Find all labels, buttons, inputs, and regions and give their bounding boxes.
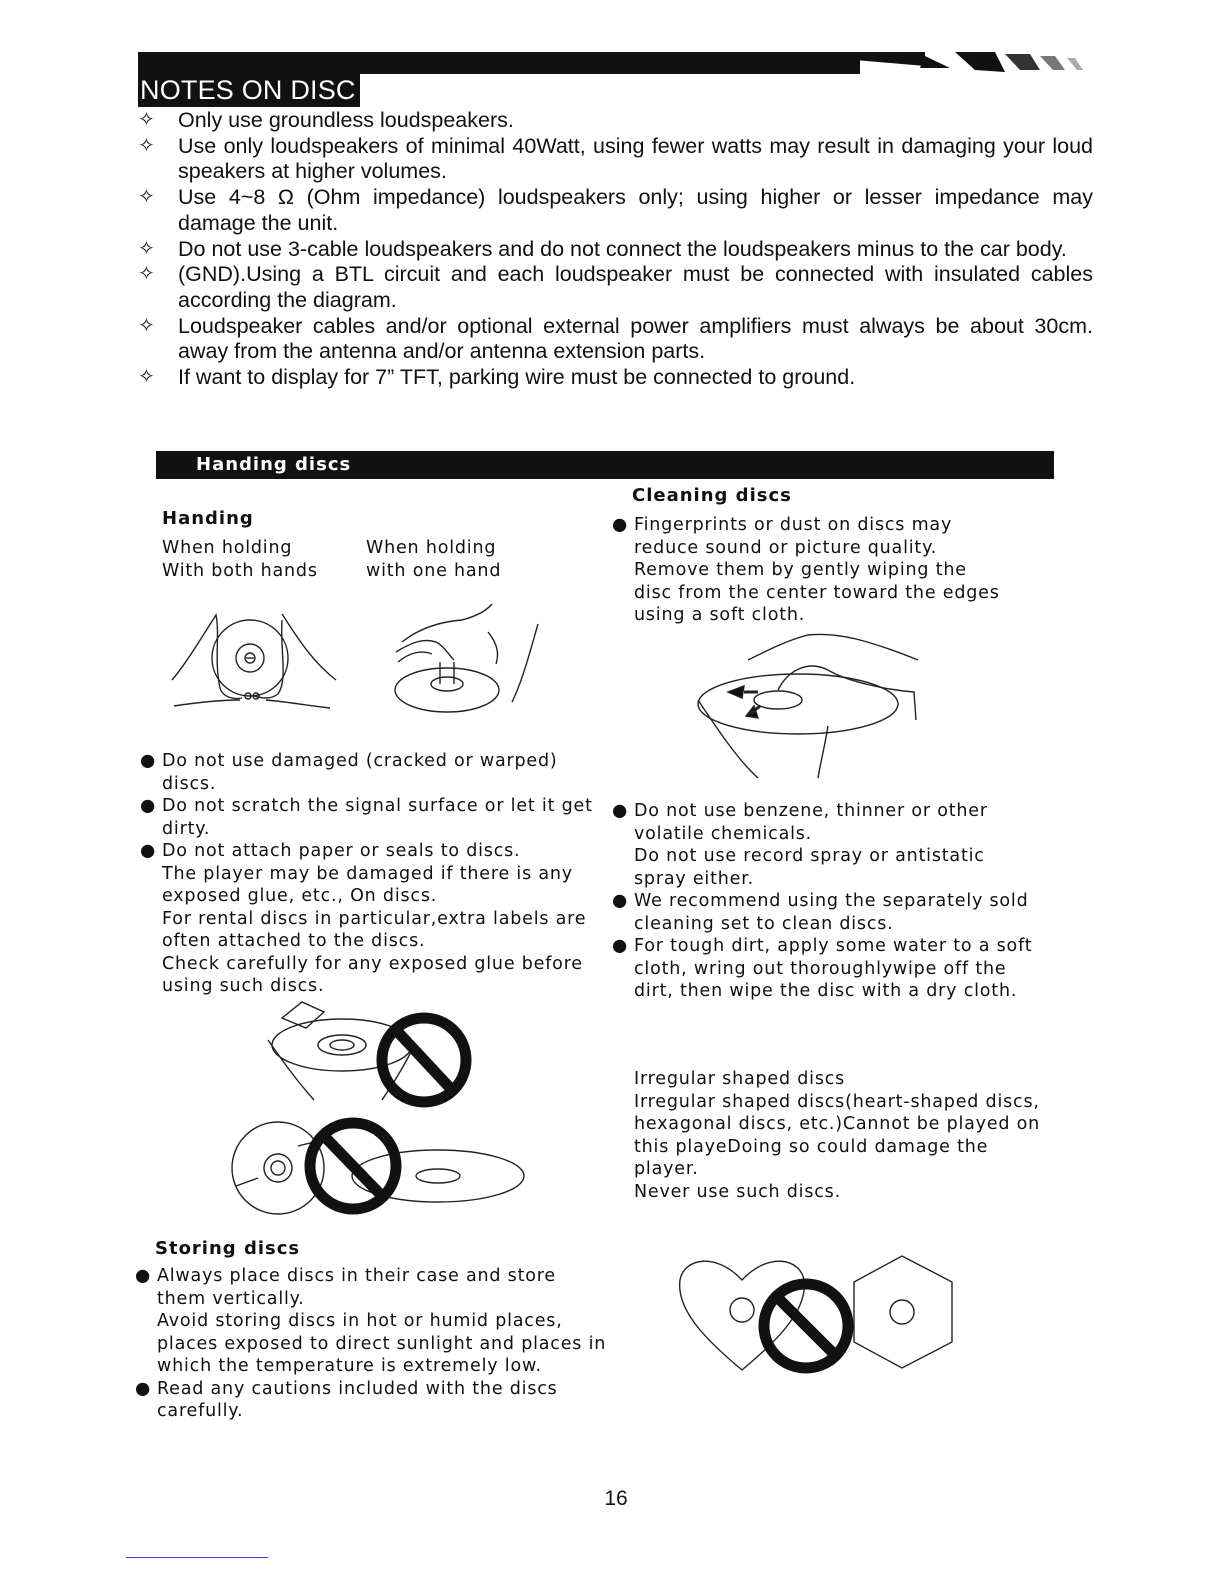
list-item: ● Always place discs in their case and store them vertically. Avoid storing discs in hot or humid places, places exposed to direct sunlight and places in which the temperature is extremely low.	[135, 1266, 607, 1376]
dot-bullet-icon: ●	[135, 1266, 152, 1286]
list-item: ● Do not use damaged (cracked or warped) discs.	[140, 751, 558, 794]
star-bullet-icon: ✧	[138, 237, 155, 260]
list-item: ● Do not attach paper or seals to discs. The player may be damaged if there is any exposed glue, etc., On discs. For rental discs in particular,extra labels are often attached to the discs. Check carefully for any exposed glue before using such discs.	[140, 841, 587, 996]
dot-bullet-icon: ●	[612, 801, 629, 821]
dot-bullet-icon: ●	[140, 841, 157, 861]
list-item: ✧ If want to display for 7” TFT, parking wire must be connected to ground.	[138, 365, 856, 390]
list-item: ● Fingerprints or dust on discs may reduce sound or picture quality. Remove them by gently wiping the disc from the center toward the edges using a soft cloth.	[612, 515, 1000, 625]
list-item: ● For tough dirt, apply some water to a soft cloth, wring out thoroughlywipe off the dirt, then wipe the disc with a dry cloth.	[612, 936, 1033, 1001]
list-item: ✧ Use 4~8 Ω (Ohm impedance) loudspeakers only; using higher or lesser impedance may damage the unit.	[138, 185, 1093, 235]
cleaning-disc-illustration	[688, 630, 928, 778]
both-hands-disc-illustration	[170, 610, 340, 715]
dot-bullet-icon: ●	[612, 515, 629, 535]
star-bullet-icon: ✧	[138, 109, 155, 131]
list-item: ✧ Loudspeaker cables and/or optional external power amplifiers must always be about 30cm. away from the antenna and/or antenna extension parts.	[138, 313, 1093, 364]
page-number: 16	[604, 1487, 628, 1510]
dot-bullet-icon: ●	[140, 751, 157, 771]
star-bullet-icon: ✧	[138, 134, 155, 157]
list-item: ● Do not scratch the signal surface or let it get dirty.	[140, 796, 593, 839]
cleaning-bullets	[612, 800, 1042, 1003]
star-bullet-icon: ✧	[138, 186, 155, 209]
list-item: ● Read any cautions included with the discs carefully.	[135, 1378, 558, 1421]
star-bullet-icon: ✧	[138, 263, 155, 286]
star-bullet-icon: ✧	[138, 366, 155, 389]
warped-disc-prohibited-illustration	[228, 1118, 528, 1218]
list-item: ● We recommend using the separately sold cleaning set to clean discs.	[612, 891, 1029, 934]
footer-rule	[126, 1557, 268, 1558]
dot-bullet-icon: ●	[612, 891, 629, 911]
header-rule	[138, 52, 860, 74]
irregular-discs-prohibited-illustration	[676, 1250, 966, 1380]
cleaning-intro	[612, 514, 1002, 627]
list-item: ● Do not use benzene, thinner or other volatile chemicals. Do not use record spray or antistatic spray either.	[612, 801, 988, 889]
storing-bullets	[135, 1265, 610, 1423]
irregular-heading: Irregular shaped discs	[634, 1069, 846, 1089]
list-item: ✧ Only use groundless loudspeakers.	[138, 108, 514, 132]
notes-list	[138, 108, 1093, 391]
list-item: ✧ Do not use 3-cable loudspeakers and do not connect the loudspeakers minus to the car body.	[138, 236, 1067, 261]
dot-bullet-icon: ●	[135, 1378, 152, 1399]
handing-bullets	[140, 750, 600, 998]
label-on-disc-prohibited-illustration	[262, 1000, 472, 1115]
list-item: ✧ (GND).Using a BTL circuit and each loudspeaker must be connected with insulated cables according the diagram.	[138, 262, 1093, 312]
handing-heading: Handing	[162, 508, 254, 529]
dot-bullet-icon: ●	[612, 936, 629, 956]
storing-heading: Storing discs	[155, 1238, 301, 1259]
one-hand-caption: When holding with one hand	[366, 538, 502, 581]
one-hand-disc-illustration	[392, 602, 542, 720]
star-bullet-icon: ✧	[138, 314, 155, 337]
irregular-discs-text: Irregular shaped discs Irregular shaped discs(heart-shaped discs, hexagonal discs, etc.)Cannot be played on this playeDoing so could damage the player. Never use such discs.	[634, 1068, 1044, 1203]
both-hands-caption: When holding With both hands	[162, 538, 318, 581]
cleaning-heading: Cleaning discs	[632, 485, 792, 506]
page-title: NOTES ON DISC	[138, 74, 360, 107]
section-bar-label: Handing discs	[196, 454, 352, 475]
list-item: ✧ Use only loudspeakers of minimal 40Watt, using fewer watts may result in damaging your loud speakers at higher volumes.	[138, 133, 1093, 184]
dot-bullet-icon: ●	[140, 796, 157, 816]
header-slash-decoration	[855, 48, 1095, 88]
